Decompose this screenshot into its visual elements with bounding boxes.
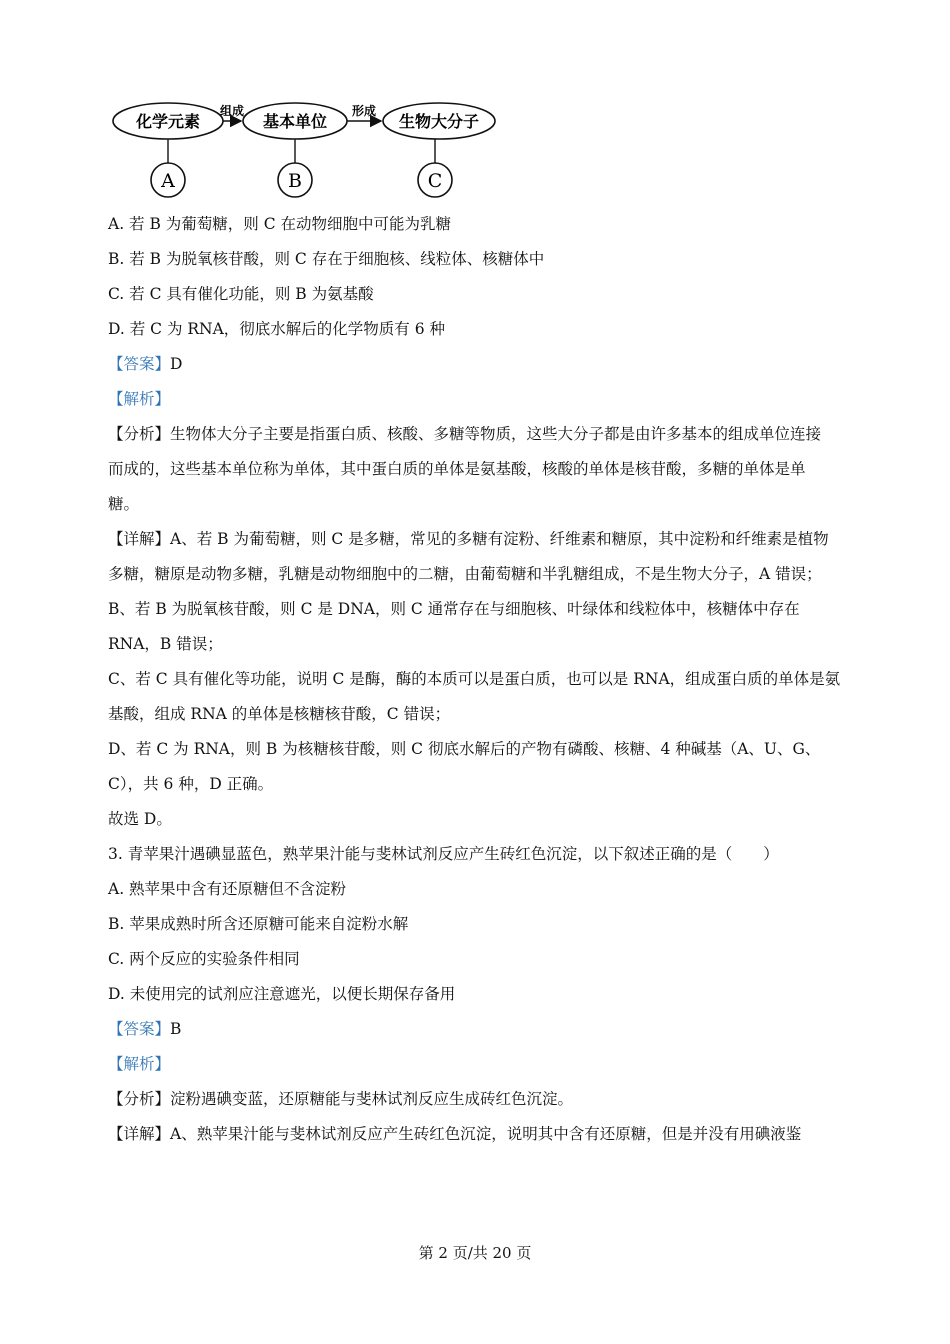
q2-detail-line-6: 基酸，组成 RNA 的单体是核糖核苷酸，C 错误；	[108, 705, 451, 723]
q3-answer-value: B	[170, 1020, 182, 1038]
q3-detail-line-1	[108, 1124, 801, 1144]
q2-option-a: A. 若 B 为葡萄糖，则 C 在动物细胞中可能为乳糖	[108, 215, 452, 233]
q2-detail-label: 【详解】	[108, 530, 171, 548]
concept-diagram	[105, 95, 505, 205]
q2-fenxi-text-1: 生物体大分子主要是指蛋白质、核酸、多糖等物质，这些大分子都是由许多基本的组成单位连接	[170, 425, 822, 443]
q2-fenxi-label: 【分析】	[108, 425, 171, 443]
q2-detail-line-8: C），共 6 种，D 正确。	[108, 775, 274, 793]
q2-option-c: C. 若 C 具有催化功能，则 B 为氨基酸	[108, 285, 374, 303]
q2-detail-line-1	[108, 529, 829, 549]
node-macromolecule-label: 生物大分子	[398, 112, 480, 131]
q2-fenxi-line-2: 而成的，这些基本单位称为单体，其中蛋白质的单体是氨基酸，核酸的单体是核苷酸，多糖的单体是单	[108, 460, 806, 478]
q3-answer	[108, 1019, 181, 1039]
q3-option-a: A. 熟苹果中含有还原糖但不含淀粉	[108, 880, 347, 898]
q3-detail-text-1: A、熟苹果汁能与斐林试剂反应产生砖红色沉淀，说明其中含有还原糖，但是并没有用碘液鉴	[170, 1125, 802, 1143]
page-footer: 第 2 页/共 20 页	[418, 1244, 532, 1262]
q2-answer-label: 【答案】	[108, 355, 171, 373]
q3-question: 3. 青苹果汁遇碘显蓝色，熟苹果汁能与斐林试剂反应产生砖红色沉淀，以下叙述正确的是（ ）	[108, 845, 779, 863]
q2-detail-line-9: 故选 D。	[108, 810, 172, 828]
q3-option-c: C. 两个反应的实验条件相同	[108, 950, 300, 968]
q2-fenxi-line-3: 糖。	[108, 495, 140, 513]
q3-option-d: D. 未使用完的试剂应注意遮光，以便长期保存备用	[108, 985, 456, 1003]
q3-answer-label: 【答案】	[108, 1020, 171, 1038]
q2-answer	[108, 354, 182, 374]
circle-b-label: B	[288, 170, 302, 192]
q2-answer-value: D	[170, 355, 183, 373]
q3-option-b: B. 苹果成熟时所含还原糖可能来自淀粉水解	[108, 915, 409, 933]
q2-detail-line-5: C、若 C 具有催化等功能，说明 C 是酶，酶的本质可以是蛋白质，也可以是 RNA，组成蛋白质的单体是氨	[108, 670, 841, 688]
node-elements-label: 化学元素	[135, 112, 201, 131]
circle-c-label: C	[427, 170, 443, 192]
q2-detail-line-3: B、若 B 为脱氧核苷酸，则 C 是 DNA，则 C 通常存在与细胞核、叶绿体和线粒体中，核糖体中存在	[108, 600, 800, 618]
q3-analysis-label: 【解析】	[108, 1055, 171, 1073]
q2-option-d: D. 若 C 为 RNA，彻底水解后的化学物质有 6 种	[108, 320, 446, 338]
q2-fenxi-line-1	[108, 424, 821, 444]
circle-a-label: A	[161, 170, 175, 192]
q2-detail-line-2: 多糖，糖原是动物多糖，乳糖是动物细胞中的二糖，由葡萄糖和半乳糖组成，不是生物大分子，A 错误；	[108, 565, 822, 583]
node-units-label: 基本单位	[262, 112, 328, 131]
q2-detail-line-7: D、若 C 为 RNA，则 B 为核糖核苷酸，则 C 彻底水解后的产物有磷酸、核糖、4 种碱基（A、U、G、	[108, 740, 821, 758]
q2-analysis-label: 【解析】	[108, 390, 171, 408]
q3-detail-label: 【详解】	[108, 1125, 171, 1143]
q2-detail-line-4: RNA，B 错误；	[108, 635, 223, 653]
q2-option-b: B. 若 B 为脱氧核苷酸，则 C 存在于细胞核、线粒体、核糖体中	[108, 250, 545, 268]
q2-detail-text-1: A、若 B 为葡萄糖，则 C 是多糖，常见的多糖有淀粉、纤维素和糖原，其中淀粉和纤维素是植物	[170, 530, 829, 548]
arrow-form-label: 形成	[351, 104, 377, 118]
q3-fenxi-label: 【分析】	[108, 1090, 171, 1108]
q3-fenxi-line-1	[108, 1089, 573, 1109]
arrow-compose-label: 组成	[219, 104, 245, 118]
q3-fenxi-text-1: 淀粉遇碘变蓝，还原糖能与斐林试剂反应生成砖红色沉淀。	[170, 1090, 574, 1108]
